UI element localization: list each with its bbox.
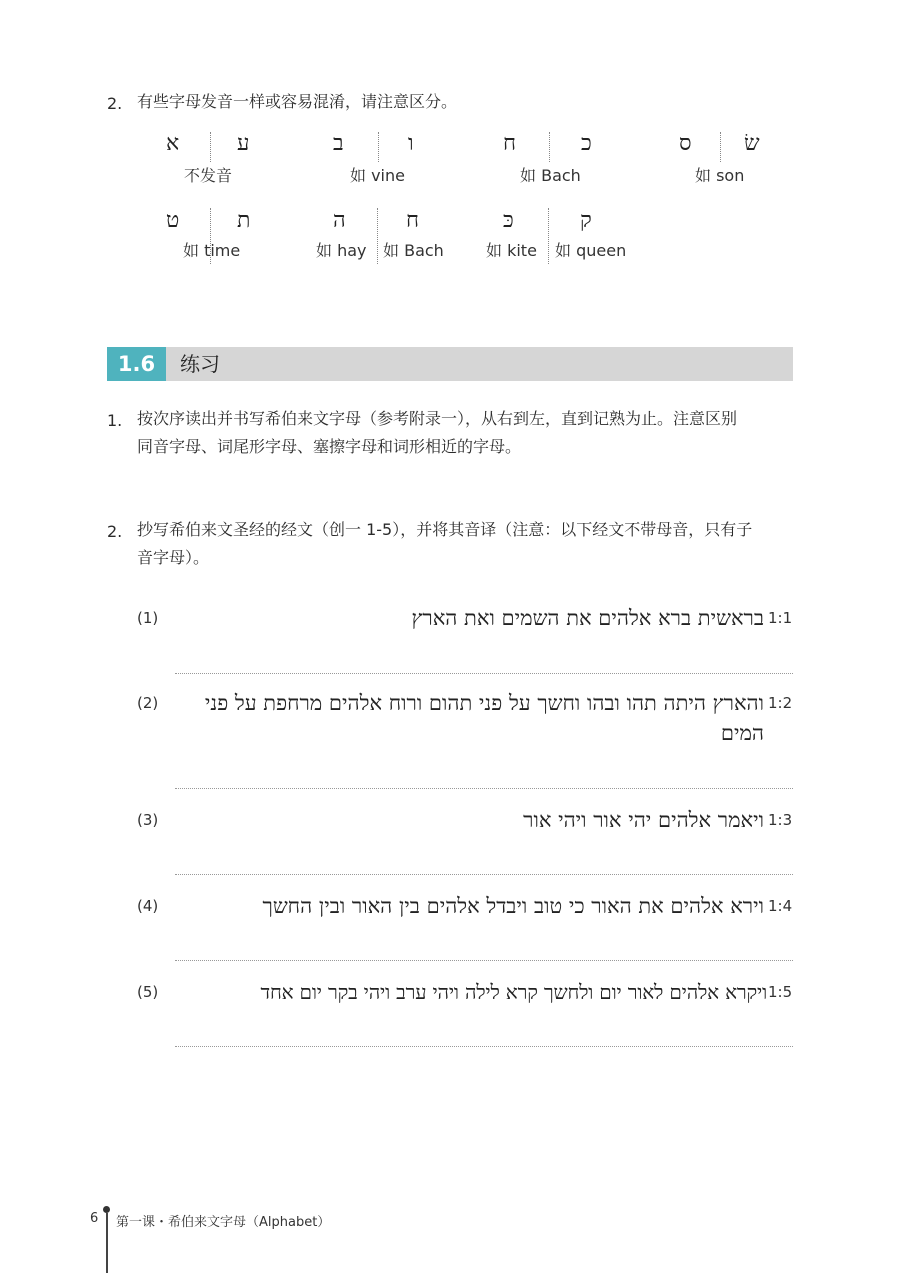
letter-caption: 如 Bach [520, 166, 581, 185]
hebrew-letter: כּ [503, 208, 514, 233]
letter-caption: 不发音 [184, 166, 233, 185]
verse-number: (1) [137, 609, 159, 627]
item-text: 有些字母发音一样或容易混淆，请注意区分。 [137, 92, 458, 111]
divider [720, 132, 721, 162]
writing-line[interactable] [175, 1046, 793, 1047]
letter-caption: 如 time [183, 241, 241, 260]
hebrew-letter: ס [679, 131, 692, 156]
exercise-text-line: 抄写希伯来文圣经的经文（创一 1-5），并将其音译（注意：以下经文不带母音，只有子 [137, 520, 753, 539]
letter-caption: 如 Bach [383, 241, 444, 260]
running-title: 第一课・希伯来文字母（Alphabet） [116, 1215, 331, 1230]
verse-number: (3) [137, 811, 159, 829]
hebrew-letter: ע [237, 131, 250, 156]
exercise-number: 1. [107, 411, 123, 430]
hebrew-letter: כ [581, 131, 592, 156]
writing-line[interactable] [175, 673, 793, 674]
verse-reference: 1:3 [768, 811, 793, 829]
hebrew-letter: ב [333, 131, 344, 156]
hebrew-letter: ה [333, 208, 346, 233]
exercise-number: 2. [107, 522, 123, 541]
writing-line[interactable] [175, 960, 793, 961]
letter-caption: 如 kite [486, 241, 537, 260]
divider [377, 208, 378, 264]
verse-reference: 1:1 [768, 609, 793, 627]
verse-number: (2) [137, 694, 159, 712]
verse-number: (5) [137, 983, 159, 1001]
section-number: 1.6 [107, 347, 166, 381]
verse-reference: 1:2 [768, 694, 793, 712]
divider [549, 132, 550, 162]
hebrew-letter: ח [406, 208, 420, 233]
divider [378, 132, 379, 162]
verse-hebrew-text: והארץ היתה תהו ובהו וחשך על פני תהום ורוח אלהים מרחפת על פני המים [204, 691, 764, 745]
divider [548, 208, 549, 264]
letter-caption: 如 son [695, 166, 745, 185]
verse-hebrew-text: בראשית ברא אלהים את השמים ואת הארץ [411, 606, 764, 630]
verse-number: (4) [137, 897, 159, 915]
hebrew-letter: ו [408, 131, 414, 156]
verse-reference: 1:5 [768, 983, 793, 1001]
letter-caption: 如 queen [555, 241, 627, 260]
writing-line[interactable] [175, 874, 793, 875]
hebrew-letter: ט [166, 208, 180, 233]
exercise-text-line: 同音字母、词尾形字母、塞擦字母和词形相近的字母。 [137, 437, 522, 456]
footer-rule [106, 1213, 108, 1273]
divider [210, 132, 211, 162]
letter-caption: 如 vine [350, 166, 405, 185]
footer-dot [103, 1206, 110, 1213]
verse-hebrew-text: ויאמר אלהים יהי אור ויהי אור [523, 808, 764, 832]
section-title: 练习 [180, 352, 220, 376]
hebrew-letter: ח [503, 131, 517, 156]
verse-hebrew-text: ויקרא אלהים לאור יום ולחשך קרא לילה ויהי ערב ויהי בקר יום אחד [260, 980, 767, 1004]
hebrew-letter: ת [237, 208, 251, 233]
letter-caption: 如 hay [316, 241, 367, 260]
writing-line[interactable] [175, 788, 793, 789]
hebrew-letter: ק [580, 208, 592, 233]
verse-hebrew-text: וירא אלהים את האור כי טוב ויבדל אלהים בין האור ובין החשך [262, 894, 764, 918]
hebrew-letter: א [166, 131, 180, 156]
item-number: 2. [107, 94, 123, 113]
exercise-text-line: 按次序读出并书写希伯来文字母（参考附录一），从右到左，直到记熟为止。注意区别 [137, 409, 738, 428]
page-number: 6 [90, 1211, 99, 1226]
verse-reference: 1:4 [768, 897, 793, 915]
hebrew-letter: שׂ [744, 131, 760, 156]
exercise-text-line: 音字母）。 [137, 548, 210, 567]
